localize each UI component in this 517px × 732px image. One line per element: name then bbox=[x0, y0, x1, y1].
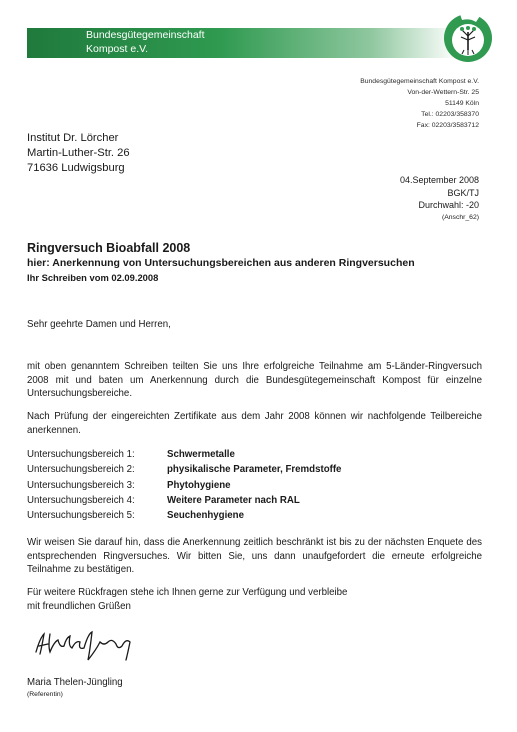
recipient-line: 71636 Ludwigsburg bbox=[27, 162, 125, 174]
area-row bbox=[27, 478, 341, 493]
closing bbox=[27, 586, 482, 613]
area-value: Seuchenhygiene bbox=[167, 510, 244, 522]
recipient-address bbox=[27, 131, 130, 176]
paragraph-3: Wir weisen Sie darauf hin, dass die Anerkennung zeitlich beschränkt ist bis zu der nächsten Enquete des entsprechenden Ringversuches. Wir bitten Sie, uns dann unaufgefordert die erneute erfolgreiche Teilnahme zu bestätigen. bbox=[27, 537, 482, 575]
signer-role: (Referentin) bbox=[27, 691, 63, 698]
sender-line: Bundesgütegemeinschaft Kompost e.V. bbox=[360, 78, 479, 85]
paragraph-2: Nach Prüfung der eingereichten Zertifikate aus dem Jahr 2008 können wir nachfolgende Teilbereiche anerkennen. bbox=[27, 411, 482, 436]
area-label: Untersuchungsbereich 2: bbox=[27, 464, 135, 476]
subject-title: Ringversuch Bioabfall 2008 bbox=[27, 241, 191, 255]
recipient-line: Institut Dr. Lörcher bbox=[27, 132, 119, 144]
sender-line: Von-der-Wettern-Str. 25 bbox=[407, 89, 479, 96]
sender-line: 51149 Köln bbox=[445, 100, 479, 107]
sender-line: Tel.: 02203/358370 bbox=[421, 111, 479, 118]
closing-line2: mit freundlichen Grüßen bbox=[27, 600, 131, 612]
subject-block bbox=[27, 240, 415, 284]
areas-list bbox=[27, 447, 341, 523]
sender-line: Fax: 02203/3583712 bbox=[416, 122, 479, 129]
area-row bbox=[27, 508, 341, 523]
letter-meta bbox=[400, 174, 479, 224]
org-name-line1: Bundesgütegemeinschaft bbox=[86, 29, 205, 41]
area-value: physikalische Parameter, Fremdstoffe bbox=[167, 464, 342, 476]
area-value: Phytohygiene bbox=[167, 479, 231, 491]
area-label: Untersuchungsbereich 4: bbox=[27, 494, 135, 506]
area-value: Schwermetalle bbox=[167, 449, 235, 460]
letter-date: 04.September 2008 bbox=[399, 175, 479, 185]
letter-doc-code: (Anschr_62) bbox=[441, 213, 479, 221]
area-label: Untersuchungsbereich 1: bbox=[27, 449, 135, 460]
letter-extension: Durchwahl: -20 bbox=[418, 200, 479, 210]
subject-line2: hier: Anerkennung von Untersuchungsbereichen aus anderen Ringversuchen bbox=[27, 257, 415, 269]
area-label: Untersuchungsbereich 5: bbox=[27, 510, 135, 522]
recipient-line: Martin-Luther-Str. 26 bbox=[27, 147, 130, 159]
area-label: Untersuchungsbereich 3: bbox=[27, 479, 135, 491]
closing-line1: Für weitere Rückfragen stehe ich Ihnen gerne zur Verfügung und verbleibe bbox=[27, 587, 348, 598]
paragraph-1: mit oben genanntem Schreiben teilten Sie uns Ihre erfolgreiche Teilnahme am 5-Länder-Ringversuch 2008 mit und baten um Anerkennung durch die Bundesgütegemeinschaft Kompost für einzelne Untersuchungsbereiche. bbox=[27, 361, 482, 399]
area-row bbox=[27, 447, 341, 462]
area-row bbox=[27, 462, 341, 477]
area-row bbox=[27, 493, 341, 508]
salutation: Sehr geehrte Damen und Herren, bbox=[27, 319, 171, 330]
area-value: Weitere Parameter nach RAL bbox=[167, 494, 300, 506]
sender-address bbox=[360, 76, 479, 131]
handwritten-signature bbox=[30, 620, 150, 665]
org-name-line2: Kompost e.V. bbox=[86, 43, 149, 55]
compost-tree-logo-icon bbox=[440, 10, 496, 66]
signer-name: Maria Thelen-Jüngling bbox=[27, 677, 123, 688]
letter-reference: BGK/TJ bbox=[447, 187, 479, 198]
subject-line3: Ihr Schreiben vom 02.09.2008 bbox=[27, 272, 159, 283]
